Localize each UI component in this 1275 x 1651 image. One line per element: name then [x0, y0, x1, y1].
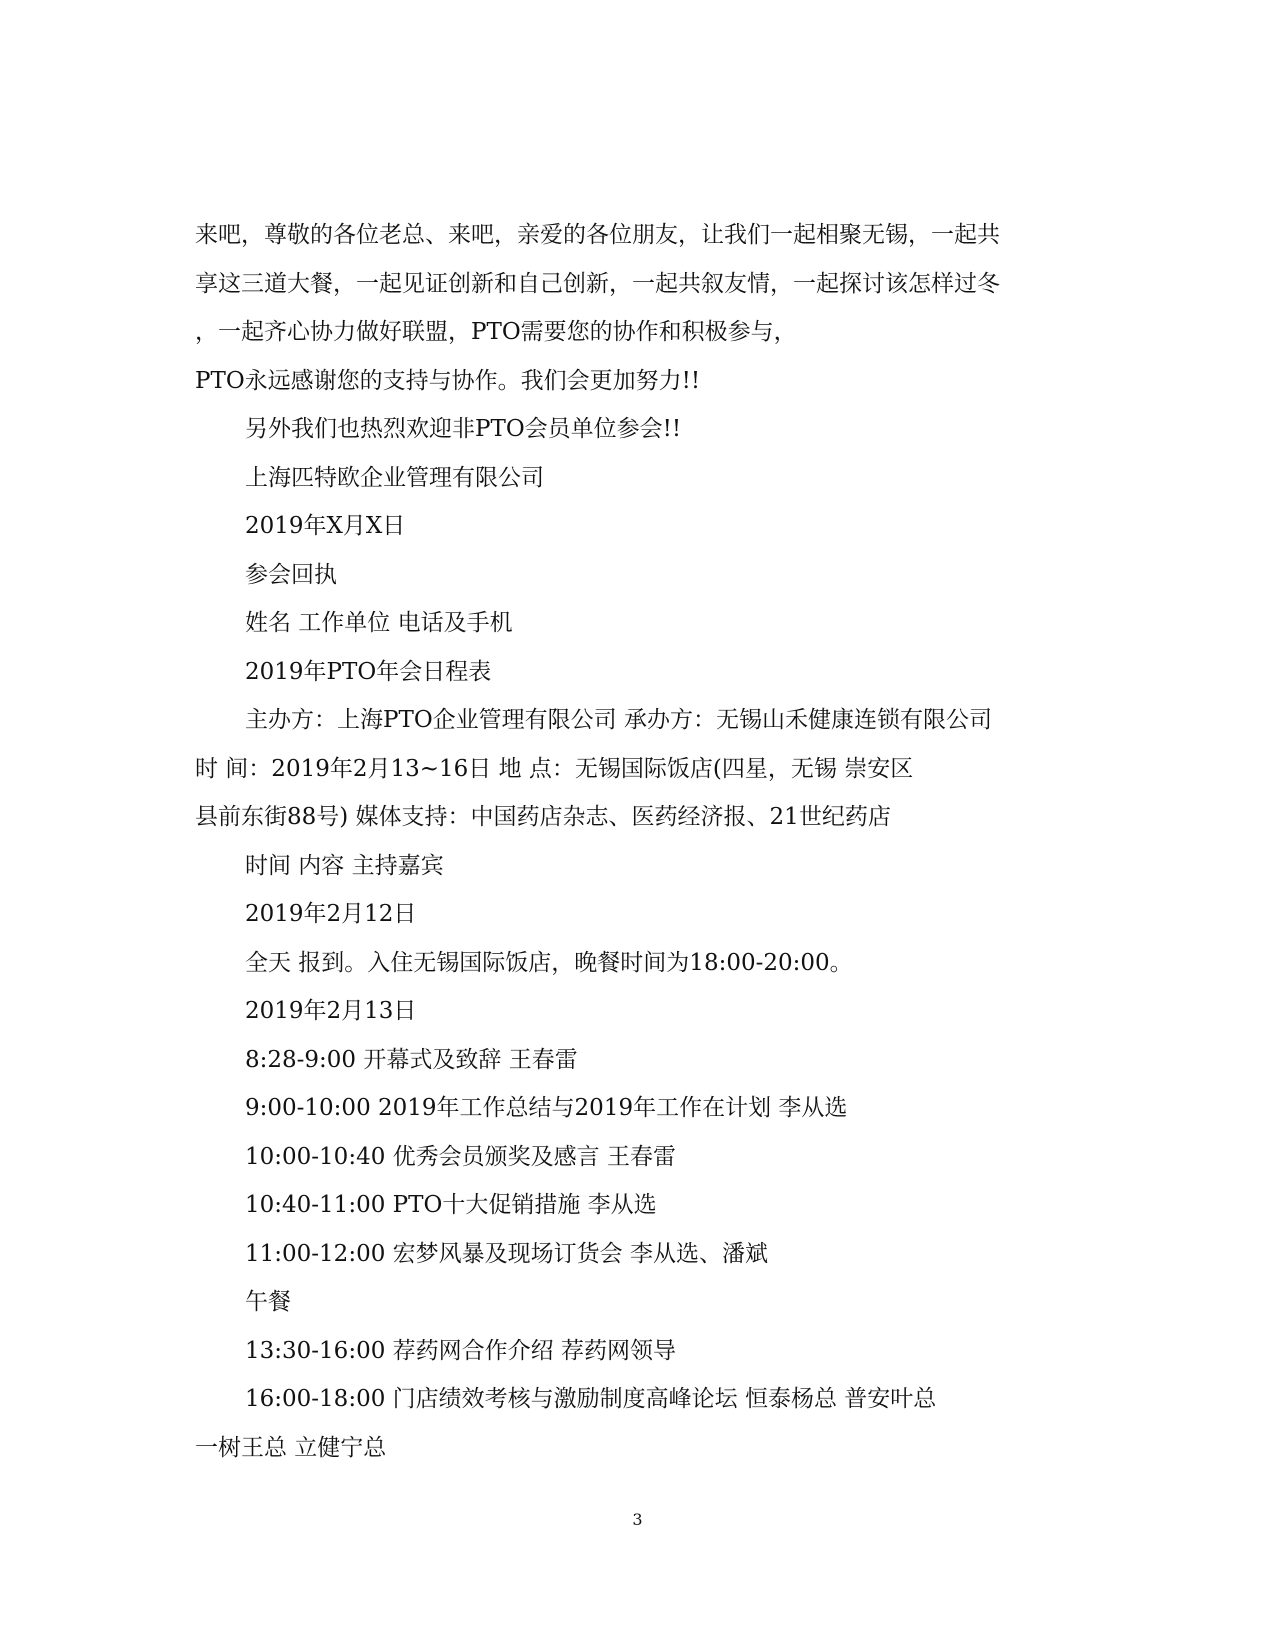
- text-line: 享这三道大餐，一起见证创新和自己创新，一起共叙友情，一起探讨该怎样过冬: [195, 270, 1000, 297]
- text-line: 10:40-11:00 PTO十大促销措施 李从选: [245, 1192, 657, 1218]
- text-line: 2019年2月13日: [245, 998, 417, 1024]
- text-line: 2019年PTO年会日程表: [245, 658, 492, 685]
- text-line: 上海匹特欧企业管理有限公司: [245, 464, 544, 491]
- text-line: 姓名 工作单位 电话及手机: [245, 610, 513, 636]
- text-line: 全天 报到。入住无锡国际饭店，晚餐时间为18:00-20:00。: [245, 949, 853, 976]
- text-line: 时 间：2019年2月13~16日 地 点：无锡国际饭店(四星，无锡 崇安区: [195, 755, 914, 782]
- text-line: 时间 内容 主持嘉宾: [245, 852, 444, 879]
- text-line: 一树王总 立健宁总: [195, 1434, 387, 1461]
- document-body: [195, 211, 1075, 1472]
- text-line: ，一起齐心协力做好联盟，PTO需要您的协作和积极参与，: [195, 319, 797, 345]
- text-line: 另外我们也热烈欢迎非PTO会员单位参会!!: [245, 416, 682, 442]
- text-line: 县前东街88号) 媒体支持：中国药店杂志、医药经济报、21世纪药店: [195, 804, 891, 830]
- text-line: 2019年X月X日: [245, 513, 406, 539]
- text-line: 参会回执: [245, 561, 337, 588]
- text-line: 2019年2月12日: [245, 901, 417, 927]
- text-line: PTO永远感谢您的支持与协作。我们会更加努力!!: [195, 367, 701, 394]
- text-line: 11:00-12:00 宏梦风暴及现场订货会 李从选、潘斌: [245, 1240, 768, 1267]
- text-line: 主办方：上海PTO企业管理有限公司 承办方：无锡山禾健康连锁有限公司: [245, 707, 992, 733]
- text-line: 16:00-18:00 门店绩效考核与激励制度高峰论坛 恒泰杨总 普安叶总: [245, 1386, 937, 1412]
- page-number: 3: [632, 1510, 643, 1529]
- text-line: 13:30-16:00 荐药网合作介绍 荐药网领导: [245, 1337, 676, 1364]
- text-line: 午餐: [245, 1289, 291, 1315]
- text-line: 9:00-10:00 2019年工作总结与2019年工作在计划 李从选: [245, 1095, 848, 1121]
- text-line: 8:28-9:00 开幕式及致辞 王春雷: [245, 1046, 578, 1073]
- text-line: 来吧，尊敬的各位老总、来吧，亲爱的各位朋友，让我们一起相聚无锡，一起共: [195, 222, 1000, 248]
- text-line: 10:00-10:40 优秀会员颁奖及感言 王春雷: [245, 1143, 676, 1170]
